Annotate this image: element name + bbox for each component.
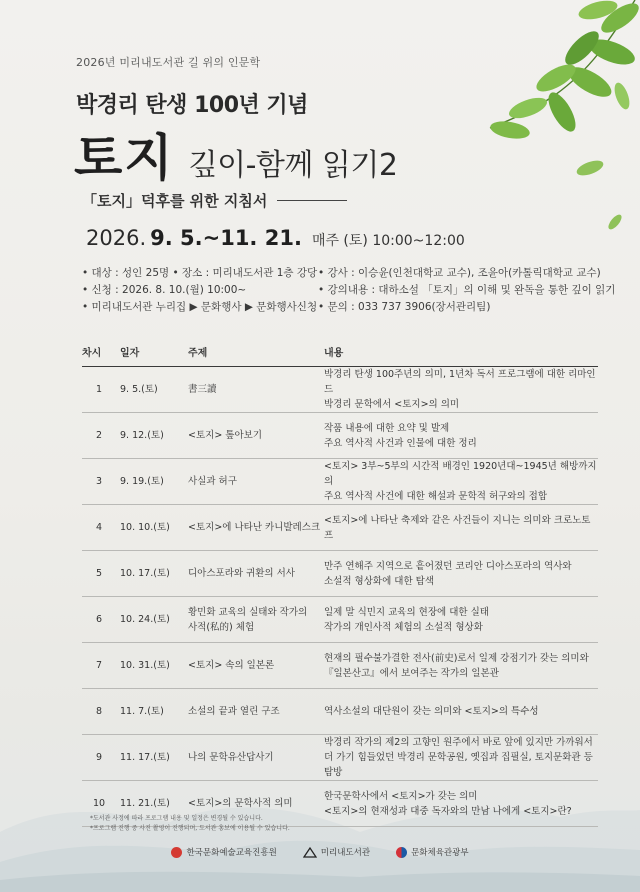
- cell-date: [116, 643, 188, 689]
- cell-date: [116, 413, 188, 459]
- table-row: [82, 643, 598, 689]
- cell-content-line: 더 가기 힘들었던 박경리 문학공원, 옛집과 집필실, 토지문화관 등 탐방: [324, 752, 593, 778]
- note-1: *도서관 사정에 따라 프로그램 내용 및 일정은 변경될 수 있습니다.: [90, 815, 263, 822]
- info-left: [82, 265, 317, 316]
- info-lecturer: • 강사 : 이승윤(인천대학교 교수), 조윤아(카톨릭대학교 교수): [318, 267, 601, 279]
- table-row: [82, 551, 598, 597]
- cell-session-line: 6: [95, 614, 103, 625]
- cell-content-line: 주요 역사적 사건과 인물에 대한 정리: [324, 437, 477, 449]
- table-row: [82, 367, 598, 413]
- logo-library-label: 미리내도서관: [320, 848, 371, 858]
- cell-content-line: 역사소설의 대단원이 갖는 의미와 <토지>의 특수성: [324, 706, 539, 717]
- leaf-branch-decoration: [470, 0, 640, 240]
- cell-session-line: 10: [92, 798, 106, 809]
- cell-session: [82, 597, 116, 643]
- cell-content-line: 『일본산고』에서 보여주는 작가의 일본관: [324, 667, 499, 679]
- cell-content-line: <토지> 3부~5부의 시간적 배경인 1920년대~1945년 해방까지의: [324, 461, 597, 487]
- cell-date: [116, 367, 188, 413]
- col-header-session: 차시: [82, 340, 116, 367]
- cell-content-line: 박경리 탄생 100주년의 의미, 1년차 독서 프로그램에 대한 리마인드: [324, 369, 596, 395]
- cell-date: [116, 689, 188, 735]
- cell-topic: [188, 689, 324, 735]
- cell-topic: [188, 735, 324, 781]
- cell-session-line: 3: [95, 476, 103, 487]
- cell-content-line: 일제 말 식민지 교육의 현장에 대한 실태: [324, 606, 489, 618]
- cell-content: [324, 367, 598, 413]
- table-row: [82, 413, 598, 459]
- cell-topic-line: <토지> 속의 일본론: [188, 660, 275, 671]
- info-content: • 강의내용 : 대하소설 「토지」의 이해 및 완독을 통한 깊이 읽기: [318, 284, 616, 296]
- cell-topic-line: 소설의 끝과 열린 구조: [188, 706, 280, 717]
- cell-topic: [188, 367, 324, 413]
- guide-divider: [277, 200, 347, 201]
- cell-date-line: 9. 12.(토): [120, 430, 164, 441]
- cell-content: [324, 505, 598, 551]
- cell-session: [82, 413, 116, 459]
- date-schedule: 매주 (토) 10:00~12:00: [311, 233, 465, 249]
- guide-text: 「토지」덕후를 위한 지침서: [82, 192, 268, 210]
- cell-topic: [188, 551, 324, 597]
- cell-topic: [188, 505, 324, 551]
- cell-topic: [188, 459, 324, 505]
- cell-date-line: 10. 17.(토): [120, 568, 170, 579]
- logo-arte: [171, 846, 276, 858]
- cell-content-line: 소설적 형상화에 대한 탐색: [324, 575, 435, 587]
- guide-row: [82, 190, 347, 211]
- cell-session-line: 9: [95, 752, 103, 763]
- cell-session: [82, 459, 116, 505]
- cell-content-line: 현재의 필수불가결한 전사(前史)로서 일제 강점기가 갖는 의미와: [324, 652, 589, 664]
- arte-logo-icon: [171, 847, 182, 858]
- cell-topic-line: 나의 문학유산답사기: [188, 752, 274, 763]
- table-row: [82, 597, 598, 643]
- cell-session: [82, 367, 116, 413]
- cell-content: [324, 551, 598, 597]
- cell-content: [324, 689, 598, 735]
- cell-session-line: 7: [95, 660, 103, 671]
- cell-content-line: 박경리 문학에서 <토지>의 의미: [324, 399, 460, 410]
- cell-session-line: 1: [95, 384, 103, 395]
- logo-arte-label: 한국문화예술교육진흥원: [186, 848, 277, 858]
- cell-topic-line: 書三讀: [188, 384, 217, 395]
- cell-session-line: 5: [95, 568, 103, 579]
- cell-session: [82, 505, 116, 551]
- cell-content: [324, 597, 598, 643]
- cell-content-line: 박경리 작가의 제2의 고향인 원주에서 바로 앞에 있지만 가까워서: [324, 737, 593, 748]
- program-series: 2026년 미리내도서관 길 위의 인문학: [76, 56, 261, 69]
- cell-content: [324, 413, 598, 459]
- cell-date-line: 9. 5.(토): [120, 384, 158, 395]
- note-2: *프로그램 진행 중 사진 촬영이 진행되며, 도서관 홍보에 이용될 수 있습니다.: [90, 825, 290, 832]
- cell-session-line: 2: [95, 430, 103, 441]
- cell-topic-line: 사적(私的) 체험: [188, 621, 255, 633]
- cell-topic-line: <토지> 톺아보기: [188, 430, 263, 441]
- info-right: [318, 265, 615, 316]
- cell-topic: [188, 413, 324, 459]
- info-contact: • 문의 : 033 737 3906(장서관리팀): [318, 301, 491, 313]
- cell-session: [82, 735, 116, 781]
- info-application: • 신청 : 2026. 8. 10.(월) 10:00~: [82, 284, 247, 296]
- cell-date-line: 9. 19.(토): [120, 476, 164, 487]
- library-logo-icon: [303, 846, 317, 858]
- schedule-table: [82, 340, 598, 827]
- cell-content: [324, 781, 598, 827]
- cell-topic-line: <토지>에 나타난 카니발레스크: [188, 522, 321, 533]
- col-header-date: 일자: [116, 340, 188, 367]
- cell-content-line: 한국문학사에서 <토지>가 갖는 의미: [324, 790, 478, 802]
- cell-topic: [188, 643, 324, 689]
- table-row: [82, 735, 598, 781]
- cell-content-line: 작품 내용에 대한 요약 및 발제: [324, 422, 450, 434]
- cell-content: [324, 459, 598, 505]
- cell-date: [116, 551, 188, 597]
- cell-content-line: 만주 연해주 지역으로 흩어졌던 코리안 디아스포라의 역사와: [324, 560, 572, 572]
- cell-session: [82, 551, 116, 597]
- table-row: [82, 689, 598, 735]
- cell-content-line: 작가의 개인사적 체험의 소설적 형상화: [324, 621, 483, 633]
- notes: [90, 814, 290, 834]
- cell-date-line: 11. 21.(토): [120, 798, 170, 809]
- date-row: [86, 226, 465, 250]
- mcst-logo-icon: [396, 847, 407, 858]
- cell-topic-line: 디아스포라와 귀환의 서사: [188, 568, 295, 579]
- cell-topic-line: <토지>의 문학사적 의미: [188, 798, 293, 809]
- logo-mcst: [396, 846, 468, 858]
- cell-content: [324, 735, 598, 781]
- col-header-content: 내용: [324, 340, 598, 367]
- cell-session-line: 4: [95, 522, 103, 533]
- table-header-row: [82, 340, 598, 367]
- cell-topic-line: 사실과 허구: [188, 476, 237, 487]
- footer-logos: [0, 846, 640, 858]
- cell-session: [82, 689, 116, 735]
- cell-date-line: 10. 10.(토): [120, 522, 170, 533]
- poster-title-sub: 깊이-함께 읽기2: [188, 148, 398, 183]
- cell-session-line: 8: [95, 706, 103, 717]
- table-row: [82, 505, 598, 551]
- info-target-venue: • 대상 : 성인 25명 • 장소 : 미리내도서관 1층 강당: [82, 267, 318, 279]
- cell-date: [116, 597, 188, 643]
- cell-content-line: <토지>에 나타난 축제와 같은 사건들이 지니는 의미와 크로노토프: [324, 514, 591, 541]
- cell-topic: [188, 597, 324, 643]
- cell-topic-line: 황민화 교육의 실태와 작가의: [188, 606, 308, 618]
- cell-date: [116, 459, 188, 505]
- info-application-path: • 미리내도서관 누리집 ▶ 문화행사 ▶ 문화행사신청: [82, 301, 318, 313]
- cell-content-line: 주요 역사적 사건에 대한 해설과 문학적 허구와의 접합: [324, 491, 548, 502]
- cell-date: [116, 735, 188, 781]
- table-row: [82, 459, 598, 505]
- col-header-topic: 주제: [188, 340, 324, 367]
- poster-subtitle: 박경리 탄생 100년 기념: [76, 93, 308, 118]
- cell-date-line: 11. 7.(토): [120, 706, 164, 717]
- cell-date-line: 10. 24.(토): [120, 614, 170, 625]
- logo-mcst-label: 문화체육관광부: [411, 848, 469, 858]
- cell-content: [324, 643, 598, 689]
- title-row: [74, 118, 397, 190]
- cell-date: [116, 505, 188, 551]
- cell-session: [82, 643, 116, 689]
- poster-title: 토지: [74, 128, 175, 187]
- cell-date-line: 11. 17.(토): [120, 752, 170, 763]
- logo-library: [303, 846, 370, 858]
- cell-content-line: <토지>의 현재성과 대중 독자와의 만남 나에게 <토지>란?: [324, 805, 572, 817]
- date-range: 9. 5.~11. 21.: [150, 226, 302, 250]
- date-year: 2026.: [86, 226, 147, 250]
- cell-date-line: 10. 31.(토): [120, 660, 170, 671]
